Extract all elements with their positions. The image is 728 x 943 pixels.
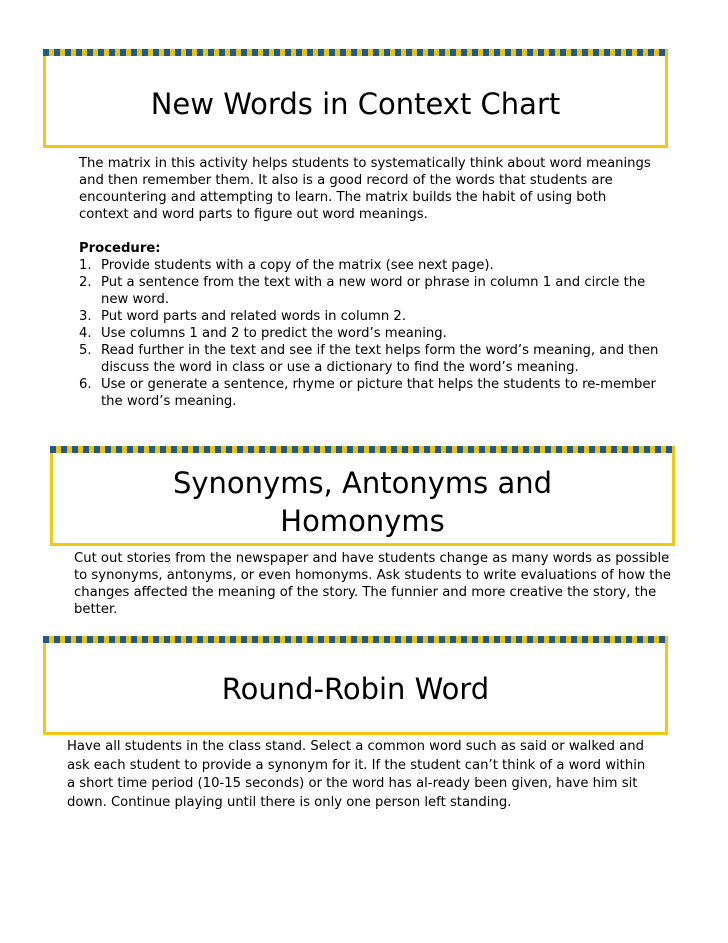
list-item: 6. Use or generate a sentence, rhyme or picture that helps the students to re-member the word’s meaning. (79, 377, 656, 409)
list-item: 2. Put a sentence from the text with a new word or phrase in column 1 and circle the new word. (79, 275, 646, 307)
section-title: New Words in Context Chart (150, 87, 561, 121)
list-item: 5. Read further in the text and see if the text helps form the word’s meaning, and then discuss the word in class or use a dictionary to find the word’s meaning. (79, 343, 659, 375)
dotted-border (43, 636, 668, 643)
title-box (43, 643, 668, 735)
section-title-line2: Homonyms (280, 504, 445, 538)
section-intro: The matrix in this activity helps students to systematically think about word meanings and then remember them. It also is a good record of the words that students are encountering and attempting to learn. The matrix builds the habit of using both context and word parts to figure out word meanings. (79, 156, 651, 222)
list-item: 3. Put word parts and related words in column 2. (79, 309, 407, 324)
list-item: 1. Provide students with a copy of the matrix (see next page). (79, 258, 494, 273)
procedure-heading: Procedure: (79, 241, 161, 256)
section-title: Round-Robin Word (221, 672, 490, 706)
section-body: Cut out stories from the newspaper and have students change as many words as possible to synonyms, antonyms, or even homonyms. Ask students to write evaluations of how the changes affected the meaning of the story. The funnier and more creative the story, the better. (74, 551, 671, 617)
list-item: 4. Use columns 1 and 2 to predict the word’s meaning. (79, 326, 447, 341)
section-body: Have all students in the class stand. Select a common word such as said or walked and ask each student to provide a synonym for it. If the student can’t think of a word within a short time period (10-15 seconds) or the word has al-ready been given, have him sit down. Continue playing until there is only one person left standing. (67, 739, 646, 810)
section-title-line1: Synonyms, Antonyms and (172, 466, 553, 500)
